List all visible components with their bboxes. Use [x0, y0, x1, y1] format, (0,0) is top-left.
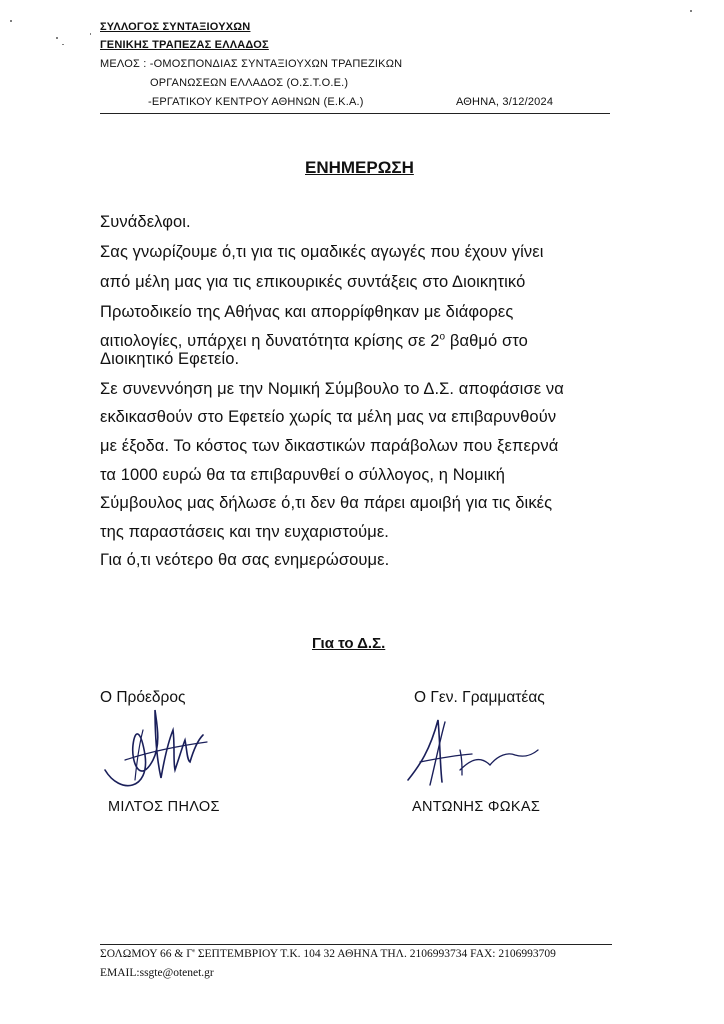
paragraph1-line5: Διοικητικό Εφετείο. — [100, 350, 240, 368]
president-signature — [95, 700, 225, 795]
scan-speck — [10, 20, 12, 22]
paragraph2-line1: Σε συνεννόηση με την Νομική Σύμβουλο το Δ.Σ. αποφάσισε να — [100, 380, 564, 398]
paragraph2-line3: με έξοδα. Το κόστος των δικαστικών παράβολων που ξεπερνά — [100, 437, 559, 455]
org-name-line1: ΣΥΛΛΟΓΟΣ ΣΥΝΤΑΞΙΟΥΧΩΝ — [100, 21, 251, 33]
scan-speck — [62, 44, 64, 45]
president-title: Ο Πρόεδρος — [100, 689, 186, 706]
ordinal-superscript: ο — [439, 331, 446, 343]
footer-address: ΣΟΛΩΜΟΥ 66 & Γ' ΣΕΠΤΕΜΒΡΙΟΥ Τ.Κ. 104 32 ΑΘΗΝΑ ΤΗΛ. 2106993734 FAX: 2106993709 — [100, 948, 556, 960]
secretary-name: ΑΝΤΩΝΗΣ ΦΩΚΑΣ — [412, 799, 541, 815]
greeting: Συνάδελφοι. — [100, 213, 191, 231]
footer-rule — [100, 944, 612, 945]
paragraph2-line2: εκδικασθούν στο Εφετείο χωρίς τα μέλη μας να επιβαρυνθούν — [100, 408, 557, 426]
paragraph2-line6: της παραστάσεις και την ευχαριστούμε. — [100, 523, 389, 541]
member-of-line3: -ΕΡΓΑΤΙΚΟΥ ΚΕΝΤΡΟΥ ΑΘΗΝΩΝ (Ε.Κ.Α.) — [148, 96, 364, 108]
paragraph1-line1: Σας γνωρίζουμε ό,τι για τις ομαδικές αγωγές που έχουν γίνει — [100, 243, 544, 261]
secretary-title: Ο Γεν. Γραμματέας — [414, 689, 545, 706]
paragraph1-line3: Πρωτοδικείο της Αθήνας και απορρίφθηκαν με διάφορες — [100, 303, 514, 321]
president-name: ΜΙΛΤΟΣ ΠΗΛΟΣ — [108, 799, 220, 815]
scan-speck — [90, 33, 91, 35]
paragraph1-line4 — [100, 332, 528, 351]
paragraph2-line5: Σύμβουλος μας δήλωσε ό,τι δεν θα πάρει αμοιβή για τις δικές — [100, 494, 553, 512]
paragraph3-line1: Για ό,τι νεότερο θα σας ενημερώσουμε. — [100, 551, 390, 569]
scan-speck — [56, 37, 58, 39]
place-date: ΑΘΗΝΑ, 3/12/2024 — [456, 96, 554, 108]
secretary-signature — [400, 710, 550, 795]
member-of-line1: ΜΕΛΟΣ : -ΟΜΟΣΠΟΝΔΙΑΣ ΣΥΝΤΑΞΙΟΥΧΩΝ ΤΡΑΠΕΖΙΚΩΝ — [100, 58, 403, 70]
signoff: Για το Δ.Σ. — [312, 635, 386, 652]
member-of-line2: ΟΡΓΑΝΩΣΕΩΝ ΕΛΛΑΔΟΣ (Ο.Σ.Τ.Ο.Ε.) — [150, 77, 349, 89]
org-name-line2: ΓΕΝΙΚΗΣ ΤΡΑΠΕΖΑΣ ΕΛΛΑΔΟΣ — [100, 39, 269, 51]
header-rule — [100, 113, 610, 114]
scan-speck — [690, 10, 692, 12]
paragraph1-line2: από μέλη μας για τις επικουρικές συντάξεις στο Διοικητικό — [100, 273, 526, 291]
paragraph1-line4-end: βαθμό στο — [445, 332, 528, 350]
paragraph2-line4: τα 1000 ευρώ θα τα επιβαρυνθεί ο σύλλογος, η Νομική — [100, 466, 506, 484]
paragraph1-line4-start: αιτιολογίες, υπάρχει η δυνατότητα κρίσης σε 2 — [100, 332, 440, 350]
footer-email: EMAIL:ssgte@otenet.gr — [100, 967, 214, 979]
document-title: ΕΝΗΜΕΡΩΣΗ — [305, 158, 414, 177]
